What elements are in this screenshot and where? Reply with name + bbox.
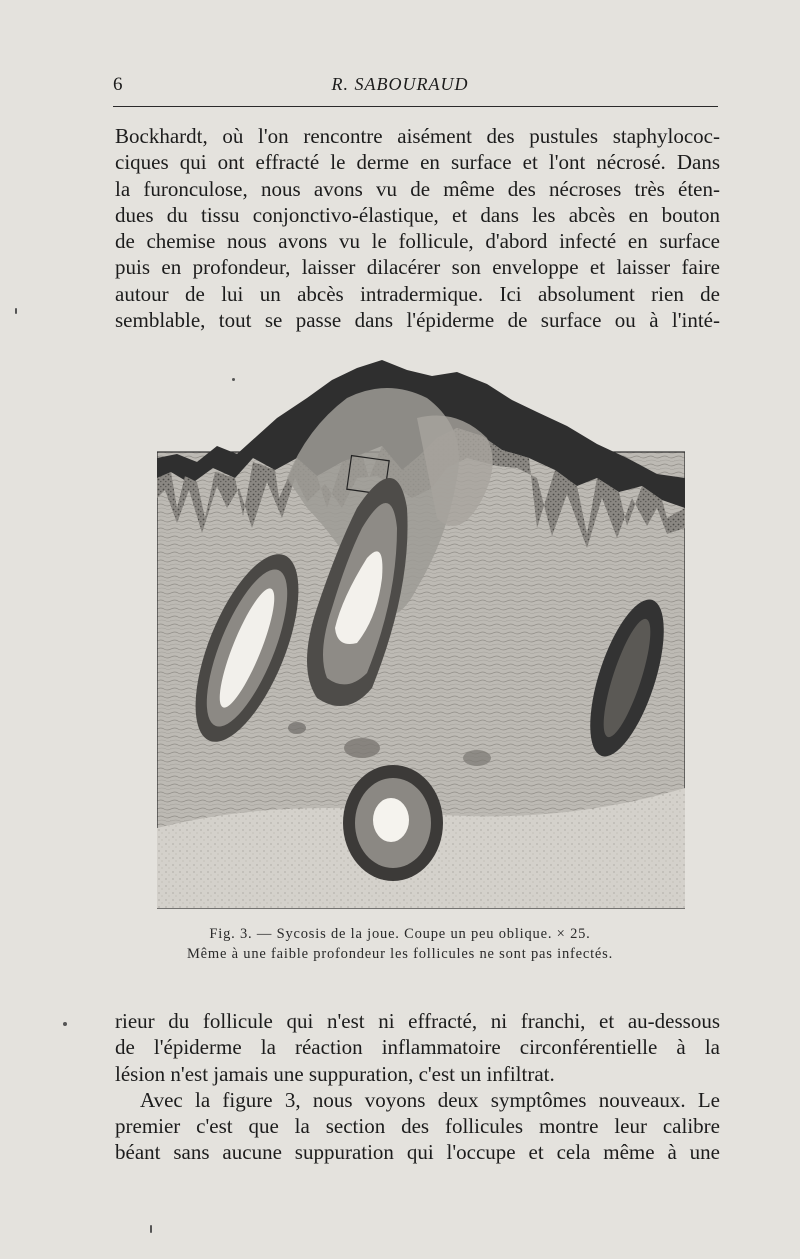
paper-speck — [63, 1022, 67, 1026]
figure-caption-line-1: Fig. 3. — Sycosis de la joue. Coupe un peu oblique. × 25. — [209, 926, 591, 942]
bottom-paragraph-2 — [115, 1113, 720, 1166]
paper-speck — [150, 1225, 152, 1233]
text-line: Avec la figure 3, nous voyons deux symptômes nouveaux. Le — [140, 1088, 720, 1112]
header-rule — [113, 106, 718, 107]
histology-illustration — [157, 358, 685, 910]
paper-speck — [15, 308, 17, 314]
bottom-paragraph-2-first — [140, 1087, 720, 1113]
text-line: béant sans aucune suppuration qui l'occupe et cela même à une — [115, 1140, 720, 1165]
paper-speck — [232, 378, 235, 381]
running-head: R. SABOURAUD — [331, 74, 469, 94]
text-line: autour de lui un abcès intradermique. Ici absolument rien de — [115, 281, 720, 306]
page-number: 6 — [113, 74, 123, 95]
follicle-cross-section — [343, 765, 443, 881]
top-paragraph — [115, 123, 720, 333]
text-line: semblable, tout se passe dans l'épiderme de surface ou à l'inté- — [115, 308, 720, 333]
text-line: premier c'est que la section des follicules montre leur calibre — [115, 1114, 720, 1138]
text-line: de chemise nous avons vu le follicule, d'abord infecté en surface — [115, 229, 720, 254]
text-line: de l'épiderme la réaction inflammatoire circonférentielle à la — [115, 1035, 720, 1060]
text-line: dues du tissu conjonctivo-élastique, et dans les abcès en bouton — [115, 202, 720, 227]
text-line: Bockhardt, où l'on rencontre aisément des pustules staphylococ- — [115, 124, 720, 148]
text-line: ciques qui ont effracté le derme en surface et l'ont nécrosé. Dans — [115, 150, 720, 175]
text-line: la furonculose, nous avons vu de même des nécroses très éten- — [115, 176, 720, 201]
text-line: rieur du follicule qui n'est ni effracté, ni franchi, et au-dessous — [115, 1009, 720, 1033]
bottom-paragraph-1 — [115, 1008, 720, 1087]
histology-figure — [157, 358, 685, 910]
figure-caption-line-2: Même à une faible profondeur les follicules ne sont pas infectés. — [186, 946, 614, 962]
text-line: lésion n'est jamais une suppuration, c'est un infiltrat. — [115, 1061, 555, 1086]
text-line: puis en profondeur, laisser dilacérer son enveloppe et laisser faire — [115, 255, 720, 280]
